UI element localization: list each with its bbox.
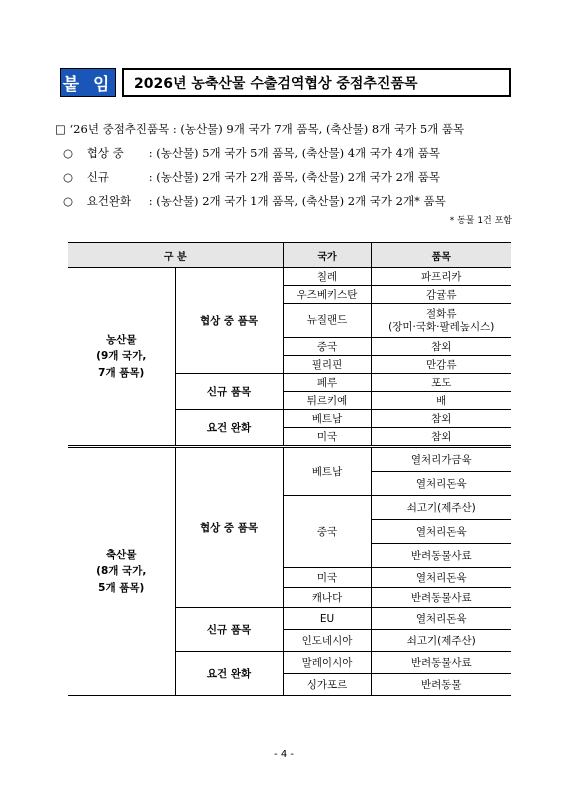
country-cell: 미국: [283, 568, 371, 588]
country-cell: 중국: [283, 496, 371, 568]
item-subtext: (장미·국화·팔레높시스): [388, 320, 495, 333]
item-cell: 쇠고기(제주산): [371, 630, 511, 652]
header-category: 구 분: [68, 243, 283, 268]
priority-items-table: [68, 242, 511, 696]
country-cell: 인도네시아: [283, 630, 371, 652]
item-cell: 열처리돈육: [371, 608, 511, 630]
item-cell: 열처리가금육: [371, 447, 511, 472]
item-cell: 포도: [371, 374, 511, 392]
item-cell: 반려동물사료: [371, 544, 511, 568]
summary-item-label: 요건완화: [86, 194, 132, 208]
attachment-label: 붙 임: [60, 68, 116, 97]
country-cell: 미국: [283, 428, 371, 447]
footnote: * 동물 1건 포함: [449, 216, 512, 226]
subgroup-relax: 요건 완화: [175, 652, 283, 696]
square-bullet-icon: □: [55, 122, 66, 136]
item-cell: 배: [371, 392, 511, 410]
country-cell: 베트남: [283, 410, 371, 428]
country-cell: 뉴질랜드: [283, 304, 371, 338]
summary-item-relax: [63, 193, 446, 209]
item-cell: 감귤류: [371, 286, 511, 304]
item-cell: 열처리돈육: [371, 472, 511, 496]
country-cell: 페루: [283, 374, 371, 392]
country-cell: 베트남: [283, 447, 371, 496]
group-count: (9개 국가,: [96, 350, 147, 363]
header-country: 국가: [283, 243, 371, 268]
subgroup-relax: 요건 완화: [175, 410, 283, 447]
summary-main-text: ‘26년 중점추진품목 : (농산물) 9개 국가 7개 품목, (축산물) 8개 국가 5개 품목: [69, 122, 465, 136]
summary-item-text: : (농산물) 2개 국가 2개 품목, (축산물) 2개 국가 2개 품목: [148, 170, 440, 184]
group-items: 5개 품목): [98, 581, 145, 594]
item-text: 절화류: [426, 307, 457, 320]
summary-item-text: : (농산물) 5개 국가 5개 품목, (축산물) 4개 국가 4개 품목: [148, 146, 440, 160]
group-label: 축산물: [106, 549, 137, 562]
country-cell: EU: [283, 608, 371, 630]
country-cell: 싱가포르: [283, 674, 371, 696]
group-count: (8개 국가,: [96, 565, 147, 578]
item-cell: [371, 304, 511, 338]
table-row: [68, 447, 511, 472]
country-cell: 캐나다: [283, 588, 371, 608]
subgroup-negotiating: 협상 중 품목: [175, 447, 283, 608]
header-item: 품목: [371, 243, 511, 268]
summary-item-text: : (농산물) 2개 국가 1개 품목, (축산물) 2개 국가 2개* 품목: [148, 194, 446, 208]
item-cell: 참외: [371, 410, 511, 428]
item-cell: 반려동물사료: [371, 652, 511, 674]
item-cell: 참외: [371, 428, 511, 447]
item-cell: 열처리돈육: [371, 568, 511, 588]
summary-main: [55, 121, 464, 137]
item-cell: 반려동물사료: [371, 588, 511, 608]
group-livestock: [68, 447, 175, 696]
item-cell: 만감류: [371, 356, 511, 374]
page-number: - 4 -: [274, 749, 294, 760]
circle-bullet-icon: ○: [63, 194, 74, 208]
group-items: 7개 품목): [98, 366, 145, 379]
summary-item-label: 신규: [86, 170, 109, 184]
circle-bullet-icon: ○: [63, 146, 74, 160]
table-header-row: [68, 243, 511, 268]
group-agri: [68, 268, 175, 447]
item-cell: 파프리카: [371, 268, 511, 286]
subgroup-new: 신규 품목: [175, 608, 283, 652]
group-label: 농산물: [106, 334, 137, 347]
item-cell: 참외: [371, 338, 511, 356]
subgroup-new: 신규 품목: [175, 374, 283, 410]
subgroup-negotiating: 협상 중 품목: [175, 268, 283, 374]
item-cell: 열처리돈육: [371, 520, 511, 544]
item-cell: 반려동물: [371, 674, 511, 696]
country-cell: 튀르키예: [283, 392, 371, 410]
circle-bullet-icon: ○: [63, 170, 74, 184]
summary-item-negotiating: [63, 145, 440, 161]
country-cell: 칠레: [283, 268, 371, 286]
table-row: [68, 268, 511, 286]
item-cell: 쇠고기(제주산): [371, 496, 511, 520]
summary-item-new: [63, 169, 440, 185]
country-cell: 중국: [283, 338, 371, 356]
country-cell: 말레이시아: [283, 652, 371, 674]
country-cell: 필리핀: [283, 356, 371, 374]
country-cell: 우즈베키스탄: [283, 286, 371, 304]
summary-item-label: 협상 중: [86, 146, 124, 160]
document-title: 2026년 농축산물 수출검역협상 중점추진품목: [122, 68, 511, 97]
